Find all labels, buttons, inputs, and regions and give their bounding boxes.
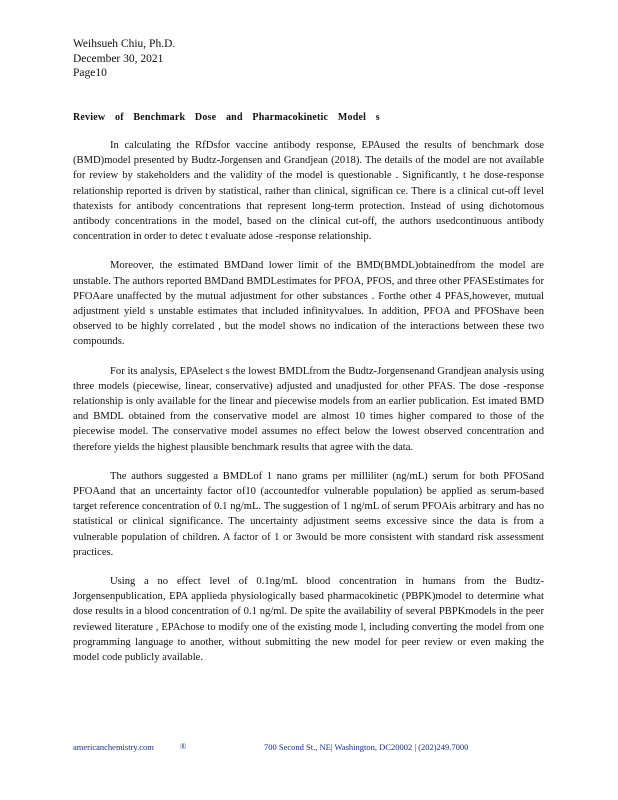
footer-website-link[interactable]: americanchemistry.com: [73, 742, 154, 752]
page-number: Page10: [73, 67, 107, 79]
paragraph-bmd-instability: Moreover, the estimated BMDand lower limit of the BMD(BMDL)obtainedfrom the model are unstable. The authors reported BMDand BMDLestimates for PFOA, PFOS, and three other PFASEstimates for PFOAare unaffected by the mutual adjustment for other substances . Forthe other 4 PFAS,however, mutual adjustment yield s unstable estimates that included infinityvalues. In addition, PFOA and PFOShave been observed to be highly correlated , but the model shows no indication of the interactions between these two compounds.: [73, 260, 544, 348]
section-heading: Review of Benchmark Dose and Pharmacokinetic Model s: [73, 112, 380, 123]
letter-header: [73, 37, 373, 81]
footer-address: 700 Second St., NE| Washington, DC20002 | (202)249.7000: [264, 742, 469, 752]
letter-date: December 30, 2021: [73, 52, 164, 65]
page-footer: [73, 741, 553, 755]
paragraph-uncertainty-factor: The authors suggested a BMDLof 1 nano grams per milliliter (ng/mL) serum for both PFOSand PFOAand that an uncertainty factor of10 (accountedfor vulnerable population) be applied as serum-based target reference concentration of 0.1 ng/mL. The suggestion of 1 ng/mL of serum PFOAis arbitrary and has no statistical or clinical significance. The uncertainty adjustment seems excessive since the data is from a vulnerable population of children. A factor of 1 or 3would be more consistent with standard risk assessment practices.: [73, 470, 544, 558]
paragraph-bmdl-selection: For its analysis, EPAselect s the lowest BMDLfrom the Budtz-Jorgensenand Grandjean analysis using three models (piecewise, linear, conservative) adjusted and unadjusted for other PFAS. The dose -response relationship is only available for the linear and piecewise models from an earlier publication. Est imated BMD and BMDL obtained from the conservative model are almost 10 times higher compared to those of the piecewise model. The conservative model assumes no effect below the lowest observed concentration and therefore yields the highest plausible benchmark results that agree with the data.: [73, 365, 544, 453]
footer-separator-mark: ®: [180, 742, 187, 751]
paragraph-rfd-calculation: In calculating the RfDsfor vaccine antibody response, EPAused the results of benchmark dose (BMD)model presented by Budtz-Jorgensen and Grandjean (2018). The details of the model are not available for review by stakeholders and the validity of the model is questionable . Significantly, t he dose-response relationship reported is driven by statistical, rather than clinical, significan ce. There is a clinical cut-off level thatexists for antibody concentrations that represent long-term protection. Instead of using dichotomous antibody concentrations in the model, based on the clinical cut-off, the authors usedcontinuous antibody concentration in order to detec t evaluate adose -response relationship.: [73, 140, 544, 243]
author-name: Weihsueh Chiu, Ph.D.: [73, 38, 176, 50]
paragraph-pbpk-model: Using a no effect level of 0.1ng/mL blood concentration in humans from the Budtz-Jorgensenpublication, EPA applieda physiologically based pharmacokinetic (PBPK)model to determine what dose results in a blood concentration of 0.1 ng/ml. De spite the availability of several PBPKmodels in the peer reviewed literature , EPAchose to modify one of the existing mode l, including converting the model from one programming language to another, without submitting the new model for peer review or even making the model code publicly available.: [73, 576, 544, 664]
document-body: [73, 138, 544, 679]
